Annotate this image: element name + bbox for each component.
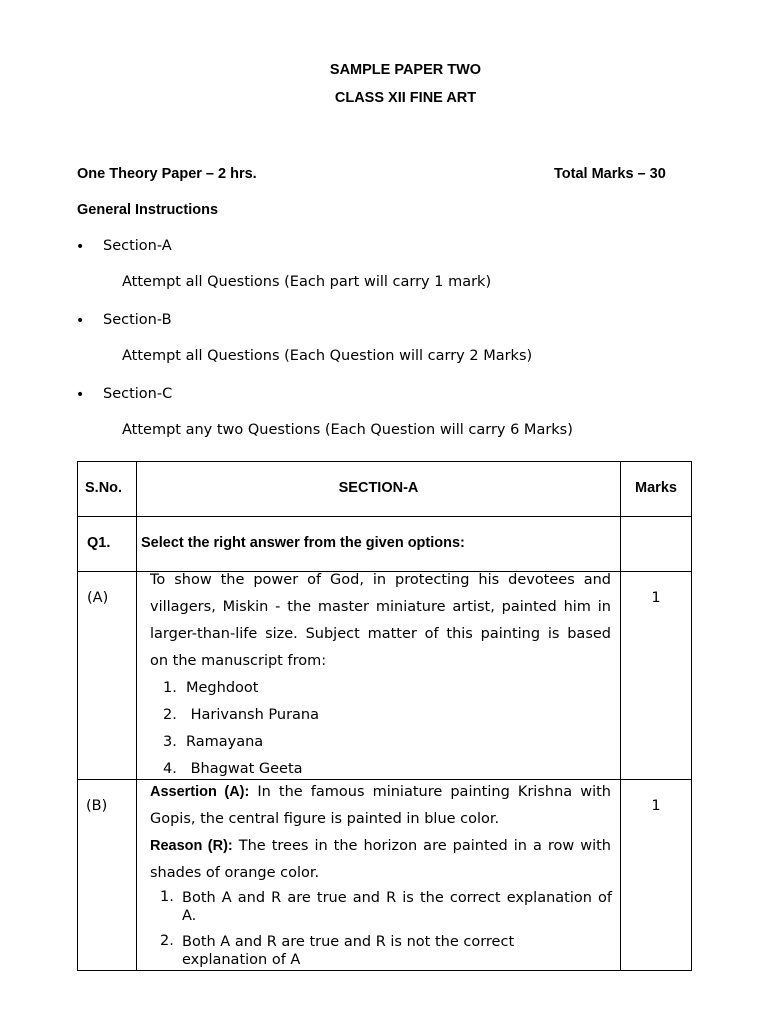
option-number: 2. <box>160 933 174 949</box>
option-text <box>182 889 612 925</box>
table-border <box>620 461 621 971</box>
reason-text <box>150 833 611 887</box>
question-number: Q1. <box>87 535 111 551</box>
option-number: 1. <box>163 680 177 696</box>
option-line: A. <box>182 908 197 924</box>
total-marks: Total Marks – 30 <box>554 166 666 182</box>
reason-line <box>150 833 611 860</box>
option-line: Both A and R are true and R is the correct explanation of <box>182 890 612 906</box>
option-text: Harivansh Purana <box>186 707 319 723</box>
assertion-line: Gopis, the central figure is painted in blue color. <box>150 811 500 827</box>
question-line: on the manuscript from: <box>150 653 327 669</box>
paper-title: SAMPLE PAPER TWO <box>329 62 482 78</box>
instruction-section-label: Section-B <box>103 312 172 328</box>
option-number: 4. <box>163 761 177 777</box>
class-title: CLASS XII FINE ART <box>334 90 477 106</box>
question-line: To show the power of God, in protecting his devotees and <box>150 572 611 588</box>
part-marks: 1 <box>651 798 661 814</box>
table-border <box>77 516 692 517</box>
header-sno: S.No. <box>85 480 123 496</box>
reason-content: The trees in the horizon are painted in a row with <box>232 838 611 854</box>
question-prompt: Select the right answer from the given options: <box>141 535 465 551</box>
instruction-section-detail: Attempt any two Questions (Each Question will carry 6 Marks) <box>122 422 573 438</box>
instruction-section-detail: Attempt all Questions (Each part will carry 1 mark) <box>122 274 492 290</box>
header-marks: Marks <box>635 480 677 496</box>
assertion-content: In the famous miniature painting Krishna with <box>249 784 611 800</box>
option-number: 2. <box>163 707 177 723</box>
bullet-icon: • <box>76 387 85 403</box>
option-text: Meghdoot <box>186 680 259 696</box>
table-border <box>77 970 692 971</box>
part-label: (A) <box>87 590 109 606</box>
instruction-section-detail: Attempt all Questions (Each Question will carry 2 Marks) <box>122 348 533 364</box>
bullet-icon: • <box>76 313 85 329</box>
table-border <box>136 461 137 971</box>
question-line: villagers, Miskin - the master miniature artist, painted him in <box>150 599 611 615</box>
table-border <box>77 461 692 462</box>
instruction-section-label: Section-C <box>103 386 173 402</box>
option-number: 3. <box>163 734 177 750</box>
part-label: (B) <box>86 798 108 814</box>
reason-line: shades of orange color. <box>150 865 320 881</box>
bullet-icon: • <box>76 239 85 255</box>
instructions-heading: General Instructions <box>77 202 219 218</box>
paper-duration: One Theory Paper – 2 hrs. <box>77 166 257 182</box>
option-text <box>182 933 612 969</box>
assertion-line <box>150 779 611 806</box>
assertion-text <box>150 779 611 833</box>
option-line: explanation of A <box>182 952 301 968</box>
header-section: SECTION-A <box>338 480 419 496</box>
option-text: Bhagwat Geeta <box>186 761 303 777</box>
option-line: Both A and R are true and R is not the correct <box>182 934 515 950</box>
reason-label: Reason (R): <box>150 838 233 854</box>
assertion-label: Assertion (A): <box>150 784 250 800</box>
question-line: larger-than-life size. Subject matter of this painting is based <box>150 626 611 642</box>
table-border <box>691 461 692 971</box>
option-text: Ramayana <box>186 734 264 750</box>
question-text <box>150 567 611 675</box>
option-number: 1. <box>160 889 174 905</box>
table-border <box>77 461 78 971</box>
instruction-section-label: Section-A <box>103 238 172 254</box>
part-marks: 1 <box>651 590 661 606</box>
